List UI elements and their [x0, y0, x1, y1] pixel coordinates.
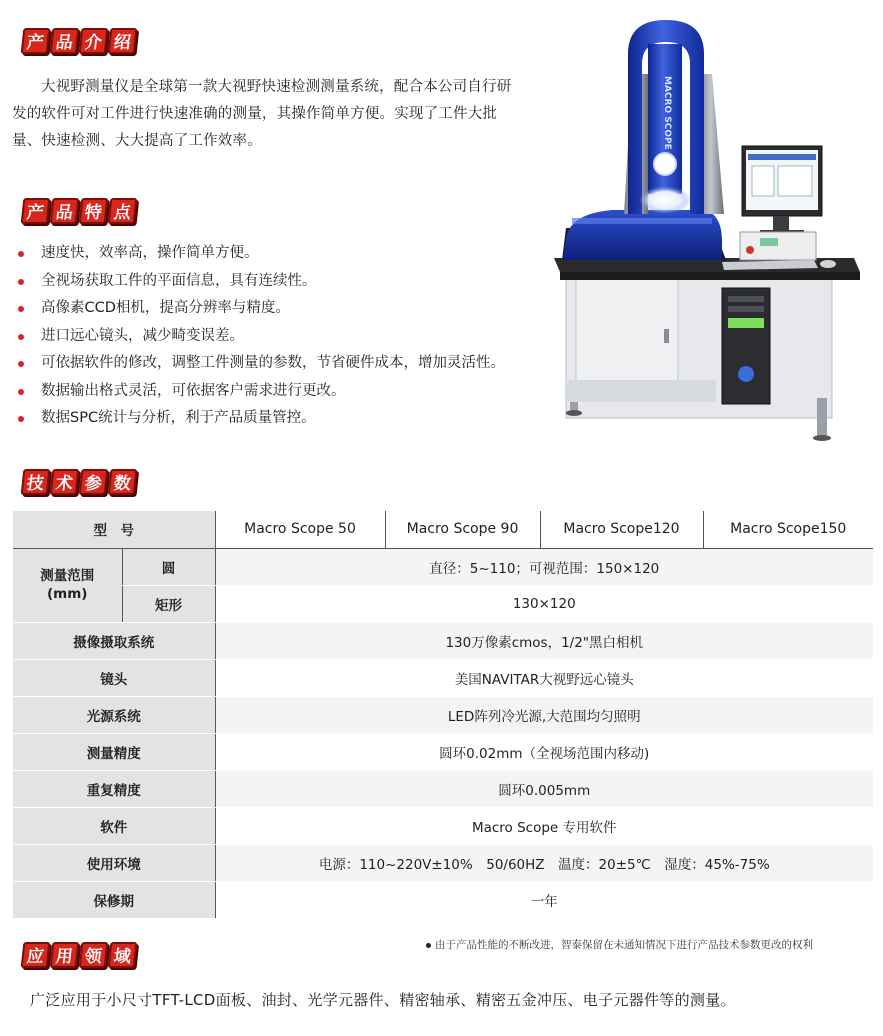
feature-item: 数据SPC统计与分析，利于产品质量管控。: [18, 405, 558, 433]
feature-item: 高像素CCD相机，提高分辨率与精度。: [18, 295, 558, 323]
feature-list: [18, 240, 558, 433]
title-char: 介: [79, 28, 109, 54]
table-row: [13, 585, 873, 622]
model-label: 型 号: [13, 511, 215, 548]
bullet-icon: [18, 279, 24, 285]
title-char: 绍: [108, 28, 138, 54]
row-label: 光源系统: [13, 696, 215, 733]
bullet-icon: [18, 306, 24, 312]
table-row: [13, 881, 873, 918]
circle-value: 直径：5~110；可视范围：150×120: [215, 548, 873, 585]
row-value: 130万像素cmos，1/2"黑白相机: [215, 622, 873, 659]
row-label: 保修期: [13, 881, 215, 918]
section-title-application: [22, 942, 136, 968]
product-image: [552, 14, 864, 454]
title-char: 用: [50, 942, 80, 968]
title-char: 参: [79, 469, 109, 495]
bullet-icon: [426, 943, 431, 948]
bullet-icon: [18, 389, 24, 395]
title-char: 应: [21, 942, 51, 968]
bullet-icon: [18, 334, 24, 340]
application-text: 广泛应用于小尺寸TFT-LCD面板、油封、光学元器件、精密轴承、精密五金冲压、电子元器件等的测量。: [30, 991, 736, 1009]
bullet-icon: [18, 251, 24, 257]
title-char: 点: [108, 198, 138, 224]
section-title-intro: [22, 28, 136, 54]
row-label: 使用环境: [13, 844, 215, 881]
table-row: [13, 659, 873, 696]
feature-item: 全视场获取工件的平面信息，具有连续性。: [18, 268, 558, 296]
model-cell: Macro Scope 90: [385, 511, 540, 548]
title-char: 品: [50, 28, 80, 54]
title-char: 领: [79, 942, 109, 968]
table-row: [13, 733, 873, 770]
model-cell: Macro Scope 50: [215, 511, 385, 548]
bullet-icon: [18, 361, 24, 367]
range-label: 测量范围 (mm): [13, 548, 122, 622]
section-title-features: [22, 198, 136, 224]
row-value: Macro Scope 专用软件: [215, 807, 873, 844]
table-row: [13, 511, 873, 548]
circle-label: 圆: [122, 548, 215, 585]
disclaimer-note: 由于产品性能的不断改进，智泰保留在未通知情况下进行产品技术参数更改的权利: [426, 937, 813, 952]
feature-item: 可依据软件的修改，调整工件测量的参数，节省硬件成本，增加灵活性。: [18, 350, 558, 378]
spec-table: [13, 511, 873, 919]
section-title-spec: [22, 469, 136, 495]
table-row: [13, 770, 873, 807]
row-label: 摄像摄取系统: [13, 622, 215, 659]
feature-item: 进口远心镜头，减少畸变误差。: [18, 323, 558, 351]
row-label: 软件: [13, 807, 215, 844]
title-char: 域: [108, 942, 138, 968]
title-char: 技: [21, 469, 51, 495]
row-value: 圆环0.02mm（全视场范围内移动): [215, 733, 873, 770]
title-char: 产: [21, 28, 51, 54]
row-label: 镜头: [13, 659, 215, 696]
table-row: [13, 807, 873, 844]
row-value: 美国NAVITAR大视野远心镜头: [215, 659, 873, 696]
feature-item: 速度快，效率高，操作简单方便。: [18, 240, 558, 268]
table-row: [13, 696, 873, 733]
title-char: 数: [108, 469, 138, 495]
title-char: 特: [79, 198, 109, 224]
table-row: [13, 622, 873, 659]
brand-label: MACRO SCOPE: [662, 76, 672, 150]
row-value: 电源：110~220V±10% 50/60HZ 温度：20±5℃ 湿度：45%-75%: [215, 844, 873, 881]
row-value: 一年: [215, 881, 873, 918]
row-value: 圆环0.005mm: [215, 770, 873, 807]
rect-value: 130×120: [215, 585, 873, 622]
model-cell: Macro Scope120: [540, 511, 703, 548]
feature-item: 数据输出格式灵活，可依据客户需求进行更改。: [18, 378, 558, 406]
table-row: [13, 844, 873, 881]
row-value: LED阵列冷光源,大范围均匀照明: [215, 696, 873, 733]
model-cell: Macro Scope150: [703, 511, 873, 548]
title-char: 产: [21, 198, 51, 224]
row-label: 测量精度: [13, 733, 215, 770]
title-char: 术: [50, 469, 80, 495]
title-char: 品: [50, 198, 80, 224]
table-row: [13, 548, 873, 585]
bullet-icon: [18, 416, 24, 422]
row-label: 重复精度: [13, 770, 215, 807]
intro-paragraph: 大视野测量仪是全球第一款大视野快速检测测量系统，配合本公司自行研发的软件可对工件进行快速准确的测量，其操作简单方便。实现了工件大批量、快速检测、大大提高了工作效率。: [12, 79, 512, 149]
rect-label: 矩形: [122, 585, 215, 622]
